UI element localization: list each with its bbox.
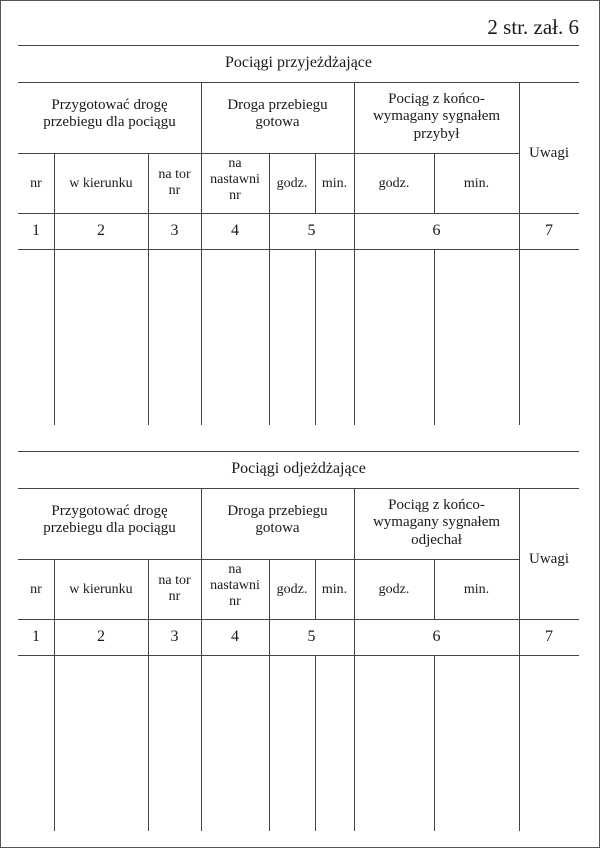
header-route-prepare: Przygotować drogę przebiegu dla pociągu [43, 97, 176, 131]
rule [18, 45, 579, 46]
column-number: 4 [231, 628, 239, 645]
column-number: 7 [545, 628, 553, 645]
header-track: na tor nr [158, 167, 191, 199]
section-title: Pociągi przyjeżdżające [224, 54, 373, 71]
column-number: 1 [32, 628, 40, 645]
header-direction: w kierunku [69, 582, 133, 597]
header-route-ready: Droga przebiegu gotowa [227, 97, 328, 131]
rule [18, 213, 579, 214]
column-number: 6 [432, 222, 441, 239]
header-box: na nastawni nr [210, 156, 260, 204]
header-route-prepare: Przygotować drogę przebiegu dla pociągu [43, 503, 176, 537]
header-minute: min. [463, 582, 490, 597]
header-box: na nastawni nr [210, 562, 260, 610]
column-number: 5 [307, 222, 316, 239]
entry-area[interactable] [18, 656, 579, 831]
column-number: 2 [97, 628, 105, 645]
column-number: 4 [231, 222, 239, 239]
rule [18, 619, 579, 620]
page-reference: 2 str. zał. 6 [487, 15, 579, 39]
header-hour: godz. [276, 176, 308, 191]
section-title: Pociągi odjeżdżające [231, 460, 366, 477]
column-number: 6 [432, 628, 441, 645]
header-hour: godz. [378, 176, 410, 191]
header-nr: nr [30, 176, 42, 191]
column-number: 7 [545, 222, 553, 239]
column-number: 3 [170, 222, 179, 239]
rule [18, 488, 579, 489]
rule [18, 451, 579, 452]
header-signal: Pociąg z końco- wymagany sygnałem odjechał [372, 497, 501, 548]
header-minute: min. [463, 176, 490, 191]
entry-area[interactable] [18, 250, 579, 425]
column-number: 1 [32, 222, 40, 239]
column-number: 2 [97, 222, 105, 239]
header-direction: w kierunku [69, 176, 133, 191]
header-minute: min. [321, 176, 348, 191]
header-hour: godz. [276, 582, 308, 597]
header-minute: min. [321, 582, 348, 597]
rule [18, 82, 579, 83]
column-number: 5 [307, 628, 316, 645]
header-signal: Pociąg z końco- wymagany sygnałem przybył [372, 91, 501, 142]
header-track: na tor nr [158, 573, 191, 605]
header-route-ready: Droga przebiegu gotowa [227, 503, 328, 537]
header-nr: nr [30, 582, 42, 597]
header-remarks: Uwagi [529, 145, 569, 161]
column-number: 3 [170, 628, 179, 645]
header-hour: godz. [378, 582, 410, 597]
header-remarks: Uwagi [529, 551, 569, 567]
